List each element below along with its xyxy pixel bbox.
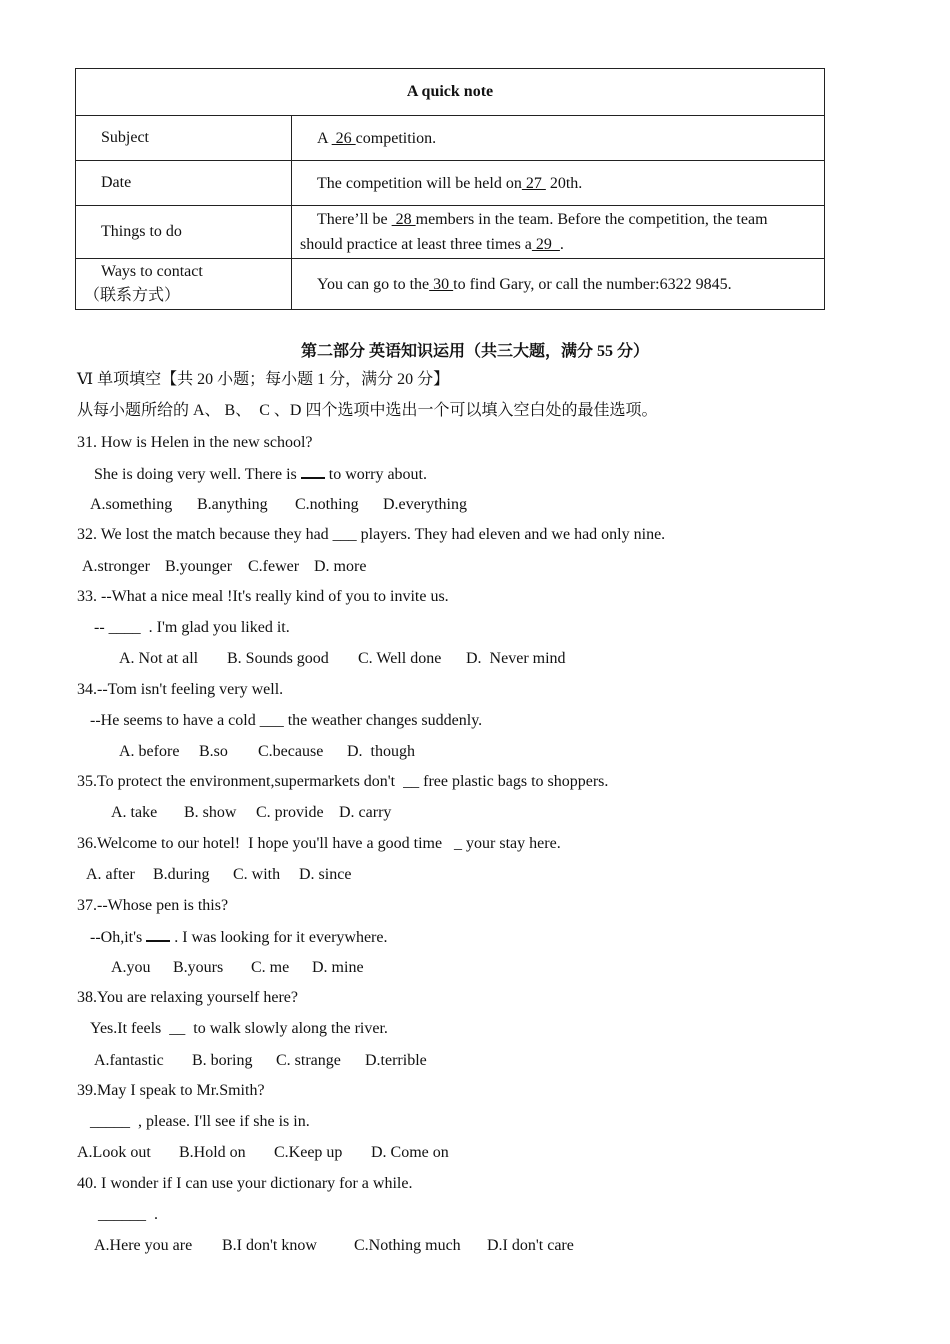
question-line: ______ . [98,1206,158,1223]
option: D. since [299,866,352,883]
blank-29: 29 [531,236,560,253]
option: B.during [153,866,210,883]
row-value: There’ll be 28 members in the team. Before the competition, the team should practice at least three times a 29 . [292,206,825,259]
option: C.fewer [248,558,300,575]
option: B.anything [197,496,268,513]
option: A.Look out [77,1144,151,1161]
option: D. mine [312,959,364,976]
note-row-contact [76,259,825,310]
option: B.yours [173,959,224,976]
option: D.everything [383,496,467,513]
question-stem: 31. How is Helen in the new school? [77,434,313,451]
option: A.you [111,959,151,976]
row-label: Subject [76,116,292,161]
answer-blank [301,463,325,479]
part-heading: Ⅵ 单项填空【共 20 小题；每小题 1 分，满分 20 分】 [77,371,450,388]
quick-note-table [75,68,825,310]
row-label: Date [76,161,292,206]
option: A.something [90,496,173,513]
option: A.fantastic [94,1052,164,1069]
row-label: Things to do [76,206,292,259]
question-stem: 34.--Tom isn't feeling very well. [77,681,284,698]
option: C.Keep up [274,1144,343,1161]
question-stem: 35.To protect the environment,supermarkets don't __ free plastic bags to shoppers. [77,773,609,790]
question-line: --He seems to have a cold ___ the weather changes suddenly. [90,712,483,729]
question-stem: 36.Welcome to our hotel! I hope you'll have a good time _ your stay here. [77,835,561,852]
question-stem: 37.--Whose pen is this? [77,897,229,914]
option: A.Here you are [94,1237,193,1254]
row-value: You can go to the 30 to find Gary, or call the number:6322 9845. [292,259,825,310]
option: B.Hold on [179,1144,246,1161]
option: A.stronger [82,558,150,575]
question-stem: 33. --What a nice meal !It's really kind of you to invite us. [77,588,449,605]
option: C. Well done [358,650,442,667]
note-title: A quick note [76,69,825,116]
question-line: Yes.It feels __ to walk slowly along the river. [90,1020,388,1037]
option: B. show [184,804,237,821]
note-row-date [76,161,825,206]
option: C.nothing [295,496,359,513]
option: D. more [314,558,367,575]
question-stem: 39.May I speak to Mr.Smith? [77,1082,265,1099]
option: B.I don't know [222,1237,317,1254]
question-stem: 32. We lost the match because they had ___ players. They had eleven and we had only nine. [77,526,666,543]
option: D.I don't care [487,1237,574,1254]
option: D. carry [339,804,392,821]
question-stem: 38.You are relaxing yourself here? [77,989,298,1006]
note-row-things [76,206,825,259]
option: D. though [347,743,415,760]
blank-28: 28 [391,211,416,228]
option: D. Never mind [466,650,566,667]
row-value: A 26 competition. [292,116,825,161]
question-stem: 40. I wonder if I can use your dictionary for a while. [77,1175,413,1192]
option: A. take [111,804,158,821]
blank-27: 27 [521,174,546,192]
option: C. strange [276,1052,341,1069]
blank-26: 26 [331,129,356,147]
option: B.younger [165,558,233,575]
question-line: She is doing very well. There is to worry about. [94,463,427,486]
option: B.so [199,743,228,760]
row-label: Ways to contact （联系方式） [76,259,292,310]
option: C. me [251,959,290,976]
row-value: The competition will be held on 27 20th. [292,161,825,206]
option: A. before [119,743,180,760]
instruction: 从每小题所给的 A、 B、 C 、D 四个选项中选出一个可以填入空白处的最佳选项。 [77,402,658,419]
option: B. boring [192,1052,253,1069]
option: D. Come on [371,1144,449,1161]
question-line: -- ____ . I'm glad you liked it. [94,619,290,636]
option: A. after [86,866,135,883]
option: A. Not at all [119,650,199,667]
question-line: _____ , please. I'll see if she is in. [90,1113,310,1130]
option: C. with [233,866,281,883]
answer-blank [146,926,170,942]
option: C. provide [256,804,324,821]
note-row-subject [76,116,825,161]
option: C.Nothing much [354,1237,461,1254]
section-title: 第二部分 英语知识运用（共三大题，满分 55 分） [300,343,649,360]
blank-30: 30 [429,275,454,293]
option: B. Sounds good [227,650,329,667]
option: D.terrible [365,1052,427,1069]
option: C.because [258,743,324,760]
question-line: --Oh,it's . I was looking for it everywhere. [90,926,387,949]
